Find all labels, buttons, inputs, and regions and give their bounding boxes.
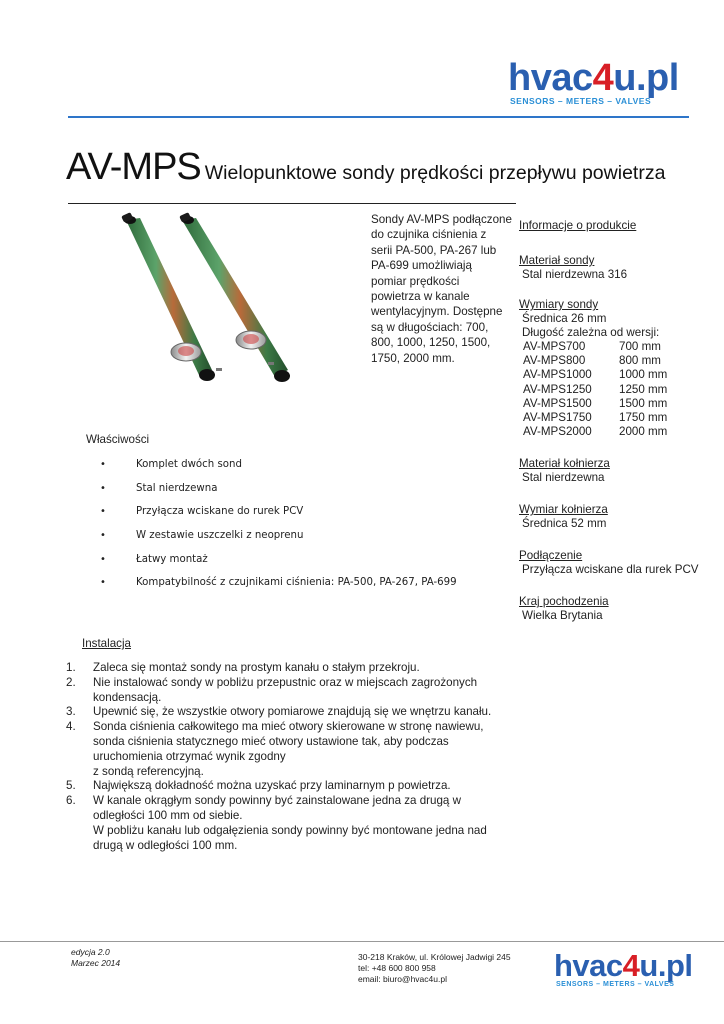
origin-value: Wielka Brytania bbox=[522, 609, 603, 623]
dimensions-label: Wymiary sondy bbox=[519, 298, 599, 311]
logo-suffix: u.pl bbox=[639, 948, 693, 983]
features-list bbox=[100, 458, 457, 600]
item-line: W pobliżu kanału lub odgałęzienia sondy powinny być montowane jedna nad bbox=[93, 823, 487, 837]
description-line: powietrza w kanale bbox=[371, 290, 470, 304]
product-description bbox=[371, 212, 516, 366]
bullet: • bbox=[100, 553, 106, 565]
list-item bbox=[100, 458, 457, 482]
item-text bbox=[93, 779, 506, 794]
version-model: AV-MPS1750 bbox=[523, 411, 592, 425]
description-line: PA-699 umożliwiają bbox=[371, 259, 472, 273]
description-line: Sondy AV-MPS podłączone bbox=[371, 213, 512, 226]
version-row bbox=[519, 368, 719, 382]
version-model: AV-MPS1500 bbox=[523, 396, 592, 410]
length-intro: Długość zależna od wersji: bbox=[522, 326, 660, 339]
item-number: 1. bbox=[66, 661, 76, 674]
item-text bbox=[93, 720, 506, 779]
description-line: pomiar prędkości bbox=[371, 274, 460, 288]
description-line: serii PA-500, PA-267 lub bbox=[371, 243, 497, 257]
item-line: drugą w odległości 100 mm. bbox=[93, 838, 238, 852]
logo-tagline: SENSORS – METERS – VALVES bbox=[556, 981, 675, 988]
product-photo bbox=[108, 208, 308, 393]
version-length: 2000 mm bbox=[619, 425, 668, 439]
installation-list bbox=[66, 661, 506, 853]
collar-size-label: Wymiar kołnierza bbox=[519, 503, 608, 517]
origin-label: Kraj pochodzenia bbox=[519, 595, 609, 609]
feature-text: Kompatybilność z czujnikami ciśnienia: PA-500, PA-267, PA-699 bbox=[136, 577, 457, 589]
feature-text: Stal nierdzewna bbox=[136, 482, 218, 494]
item-line: W kanale okrągłym sondy powinny być zainstalowane jedna za drugą w bbox=[93, 794, 461, 808]
item-number: 6. bbox=[66, 794, 76, 808]
list-item bbox=[100, 505, 457, 529]
description-line: 800, 1000, 1250, 1500, bbox=[371, 336, 491, 350]
diameter-value: Średnica 26 mm bbox=[522, 312, 607, 325]
collar-material-label: Materiał kołnierza bbox=[519, 457, 610, 471]
product-info-heading: Informacje o produkcie bbox=[519, 219, 637, 232]
footer-logo bbox=[554, 950, 693, 988]
material-value: Stal nierdzewna 316 bbox=[522, 268, 628, 281]
logo-prefix: hvac bbox=[508, 57, 593, 99]
item-number: 4. bbox=[66, 720, 76, 734]
list-item bbox=[100, 529, 457, 553]
collar-material-value: Stal nierdzewna bbox=[522, 471, 605, 485]
title-rule bbox=[68, 203, 516, 204]
product-info bbox=[519, 219, 719, 623]
version-row bbox=[519, 340, 719, 354]
item-line: Zaleca się montaż sondy na prostym kanału o stałym przekroju. bbox=[93, 661, 420, 674]
item-line: Największą dokładność można uzyskać przy laminarnym p powietrza. bbox=[93, 779, 451, 793]
version-row bbox=[519, 411, 719, 425]
version-length: 1750 mm bbox=[619, 411, 668, 425]
feature-text: Przyłącza wciskane do rurek PCV bbox=[136, 506, 304, 518]
feature-text: W zestawie uszczelki z neoprenu bbox=[136, 530, 304, 542]
version-model: AV-MPS800 bbox=[523, 354, 586, 368]
list-item bbox=[66, 676, 506, 706]
email-line: email: biuro@hvac4u.pl bbox=[358, 974, 447, 984]
version-model: AV-MPS1250 bbox=[523, 382, 592, 396]
bullet: • bbox=[100, 459, 106, 470]
version-row bbox=[519, 425, 719, 439]
logo-four: 4 bbox=[622, 948, 640, 983]
page-title bbox=[66, 146, 665, 189]
list-item bbox=[66, 779, 506, 794]
version-row bbox=[519, 354, 719, 368]
version-length: 800 mm bbox=[619, 354, 661, 368]
bullet: • bbox=[100, 506, 106, 518]
connection-value: Przyłącza wciskane dla rurek PCV bbox=[522, 563, 699, 577]
feature-text: Łatwy montaż bbox=[136, 553, 208, 565]
product-title: Wielopunktowe sondy prędkości przepływu powietrza bbox=[204, 162, 666, 184]
address-line: 30-218 Kraków, ul. Królowej Jadwigi 245 bbox=[358, 952, 511, 962]
item-text bbox=[93, 705, 506, 720]
logo-tagline: SENSORS – METERS – VALVES bbox=[510, 96, 652, 106]
version-model: AV-MPS2000 bbox=[523, 425, 592, 439]
list-item bbox=[100, 482, 457, 506]
description-line: do czujnika ciśnienia z bbox=[371, 228, 487, 242]
item-line: sonda ciśnienia statycznego mieć otwory ustawione tak, aby podczas bbox=[93, 734, 449, 748]
product-code: AV-MPS bbox=[66, 146, 201, 188]
logo-wordmark bbox=[554, 950, 693, 982]
item-line: z sondą referencyjną. bbox=[93, 764, 204, 778]
item-number: 3. bbox=[66, 705, 76, 719]
logo-prefix: hvac bbox=[554, 948, 623, 983]
item-line: Upewnić się, że wszystkie otwory pomiarowe znajdują się we wnętrzu kanału. bbox=[93, 705, 492, 719]
material-label: Materiał sondy bbox=[519, 254, 595, 267]
list-item bbox=[66, 794, 506, 853]
item-number: 2. bbox=[66, 675, 76, 689]
list-item bbox=[100, 553, 457, 577]
version-row bbox=[519, 383, 719, 397]
list-item bbox=[66, 720, 506, 779]
item-number: 5. bbox=[66, 779, 76, 793]
logo-wordmark bbox=[508, 58, 679, 98]
brand-logo bbox=[508, 58, 679, 106]
feature-text: Komplet dwóch sond bbox=[136, 459, 242, 470]
bullet: • bbox=[100, 482, 106, 494]
version-length: 1250 mm bbox=[619, 382, 668, 396]
version-model: AV-MPS1000 bbox=[523, 368, 592, 382]
installation-heading: Instalacja bbox=[82, 637, 131, 650]
list-item bbox=[100, 576, 457, 600]
list-item bbox=[66, 661, 506, 676]
bullet: • bbox=[100, 577, 106, 589]
item-line: kondensacją. bbox=[93, 690, 162, 704]
item-text bbox=[93, 661, 506, 676]
edition-text: edycja 2.0 bbox=[71, 947, 110, 957]
item-text bbox=[93, 794, 506, 853]
item-line: odległości 100 mm od siebie. bbox=[93, 808, 243, 822]
version-length: 1000 mm bbox=[619, 368, 668, 382]
description-line: są w długościach: 700, bbox=[371, 320, 489, 334]
footer-address bbox=[358, 952, 511, 985]
footer-rule bbox=[0, 941, 724, 942]
bullet: • bbox=[100, 530, 106, 542]
item-line: Nie instalować sondy w pobliżu przepustnic oraz w miejscach zagrożonych bbox=[93, 675, 478, 689]
item-line: Sonda ciśnienia całkowitego ma mieć otwory skierowane w stronę nawiewu, bbox=[93, 720, 484, 734]
version-length: 700 mm bbox=[619, 340, 661, 353]
connection-label: Podłączenie bbox=[519, 549, 583, 563]
version-model: AV-MPS700 bbox=[523, 340, 586, 353]
header-rule bbox=[68, 116, 689, 118]
version-length: 1500 mm bbox=[619, 396, 668, 410]
item-line: uruchomienia otrzymać wynik zgodny bbox=[93, 749, 286, 763]
edition-date: Marzec 2014 bbox=[71, 957, 121, 968]
version-row bbox=[519, 397, 719, 411]
list-item bbox=[66, 705, 506, 720]
description-line: 1750, 2000 mm. bbox=[371, 351, 455, 365]
item-text bbox=[93, 676, 506, 706]
phone-line: tel: +48 600 800 958 bbox=[358, 963, 436, 973]
description-line: wentylacyjnym. Dostępne bbox=[371, 305, 503, 319]
logo-four: 4 bbox=[592, 57, 614, 99]
logo-suffix: u.pl bbox=[613, 57, 679, 99]
footer-edition bbox=[71, 947, 120, 968]
collar-size-value: Średnica 52 mm bbox=[522, 517, 607, 531]
features-heading: Właściwości bbox=[86, 433, 150, 446]
